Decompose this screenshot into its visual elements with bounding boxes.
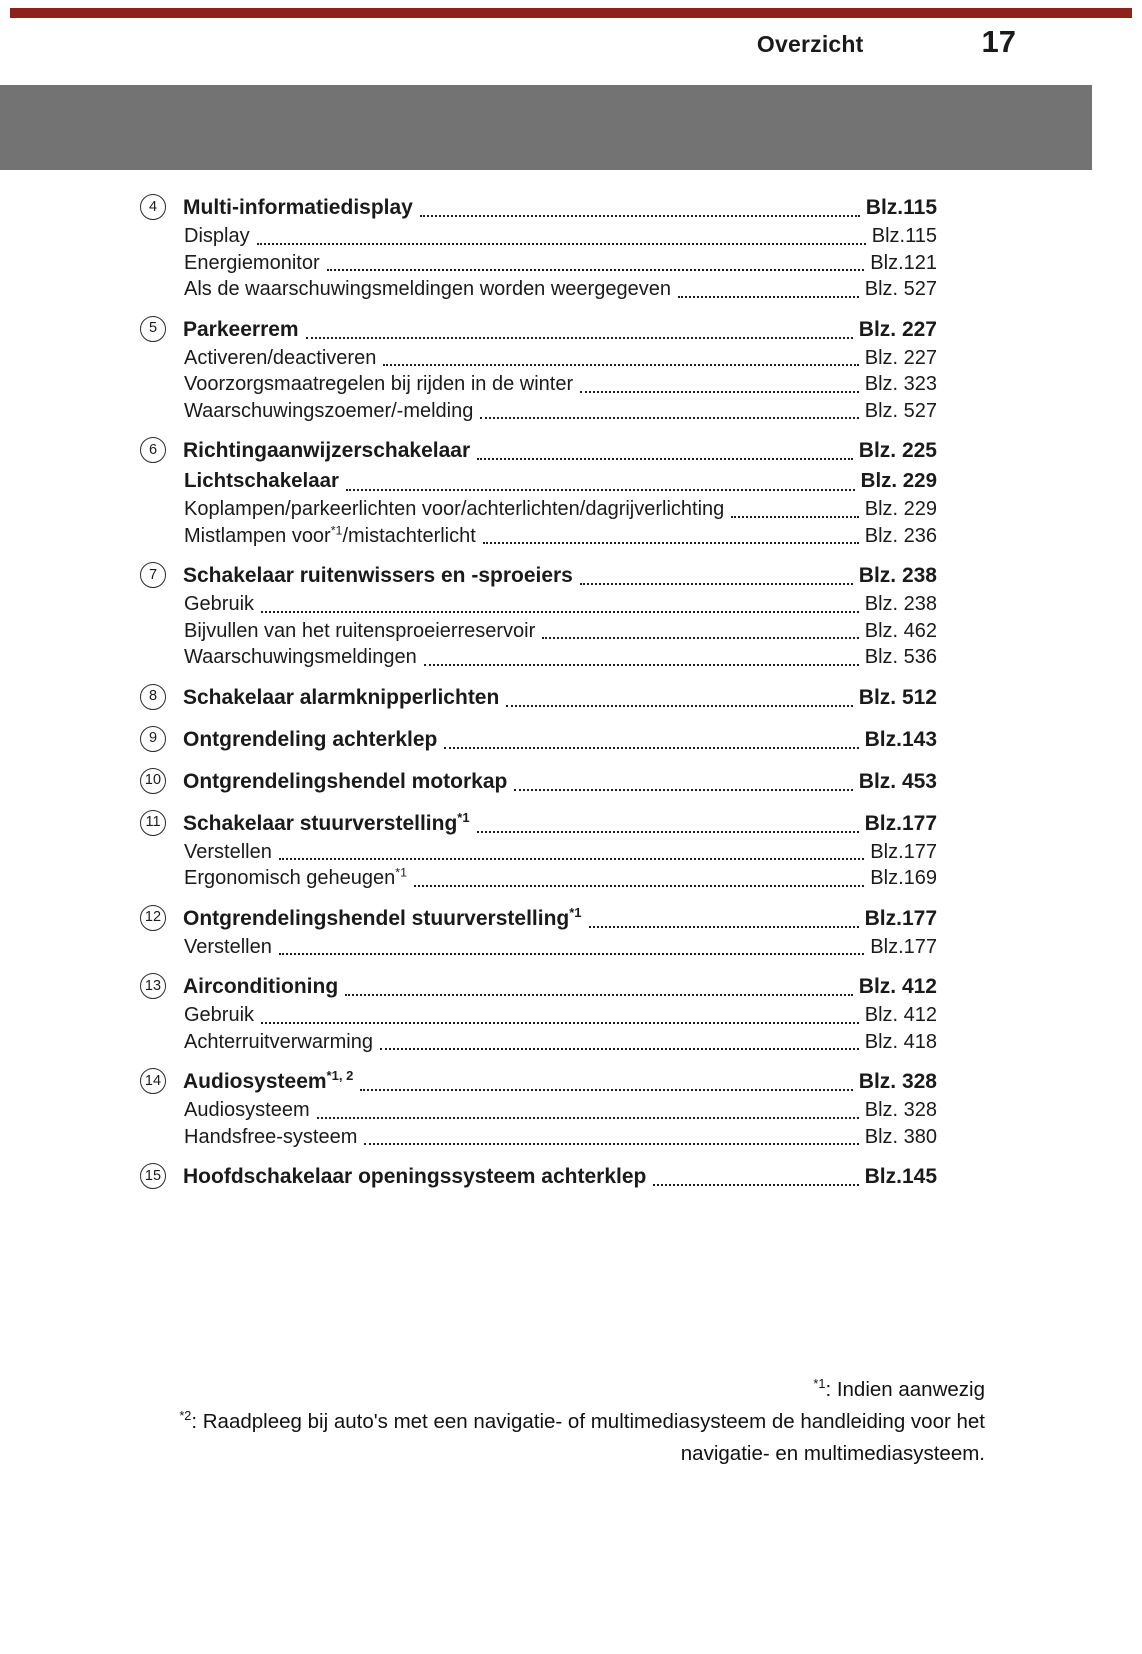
entry-label: Schakelaar ruitenwissers en -sproeiers — [183, 564, 573, 587]
toc-section — [140, 808, 937, 892]
entry-page-ref: Blz. 229 — [860, 469, 937, 492]
entry-label: Schakelaar stuurverstelling$^{*1}$ — [183, 809, 470, 835]
entry-page-ref: Blz.143 — [864, 727, 937, 751]
toc-section — [140, 560, 937, 671]
toc-entry — [140, 903, 937, 934]
dot-leader — [346, 489, 855, 491]
toc-subentry — [140, 496, 937, 523]
entry-label: Gebruik — [184, 593, 255, 615]
toc-section — [140, 1161, 937, 1192]
footnote-marker: *1 — [569, 904, 582, 920]
entry-page-ref: Blz. 527 — [864, 278, 937, 300]
entry-number-badge: 7 — [140, 562, 166, 588]
entry-label: Schakelaar alarmknipperlichten — [183, 685, 500, 709]
footnote-marker: *1 — [457, 809, 470, 825]
toc-subentry — [140, 1029, 937, 1056]
toc-entry — [140, 971, 937, 1002]
entry-label: Activeren/deactiveren — [184, 346, 377, 369]
footnote-marker: *1 — [395, 865, 407, 880]
entry-label: Energiemonitor — [184, 251, 320, 274]
entry-label: Verstellen — [184, 840, 272, 863]
toc-section — [140, 971, 937, 1055]
entry-number-badge: 13 — [140, 973, 166, 999]
entry-page-ref: Blz. 527 — [864, 399, 937, 422]
toc-subentry — [140, 398, 937, 425]
entry-label: Hoofdschakelaar openingssysteem achterklep — [183, 1165, 647, 1188]
entry-label: Display — [184, 225, 250, 247]
entry-label: Mistlampen voor$^{*1}$/mistachterlicht — [184, 522, 476, 547]
entry-page-ref: Blz. 227 — [864, 346, 937, 369]
entry-page-ref: Blz.177 — [870, 935, 937, 958]
entry-page-ref: Blz. 536 — [864, 646, 937, 668]
dot-leader — [424, 664, 859, 666]
footnote-marker: *2 — [179, 1408, 192, 1424]
toc-subentry — [140, 466, 937, 496]
entry-label: Waarschuwingsmeldingen — [184, 646, 417, 668]
entry-label: Richtingaanwijzerschakelaar — [183, 439, 471, 462]
toc-entry — [140, 560, 937, 591]
dot-leader — [345, 994, 853, 996]
entry-label: Achterruitverwarming — [184, 1030, 373, 1053]
entry-label: Bijvullen van het ruitensproeierreservoir — [184, 619, 536, 642]
toc-subentry — [140, 644, 937, 671]
toc-entry — [140, 1066, 937, 1097]
toc-section — [140, 682, 937, 713]
dot-leader — [364, 1143, 858, 1145]
entry-page-ref: Blz. 412 — [858, 975, 937, 998]
dot-leader — [261, 1022, 859, 1024]
dot-leader — [380, 1048, 859, 1050]
entry-label: Gebruik — [184, 1004, 255, 1026]
dot-leader — [514, 789, 852, 791]
entry-page-ref: Blz.177 — [870, 840, 937, 863]
toc-subentry — [140, 1124, 937, 1151]
dot-leader — [257, 243, 866, 245]
dot-leader — [580, 391, 859, 393]
dot-leader — [317, 1117, 859, 1119]
entry-number-badge: 14 — [140, 1068, 166, 1094]
entry-label: Handsfree-systeem — [184, 1125, 358, 1148]
entry-page-ref: Blz. 229 — [864, 498, 937, 520]
dot-leader — [360, 1089, 852, 1091]
toc-subentry — [140, 618, 937, 645]
toc-subentry — [140, 223, 937, 250]
toc-section — [140, 766, 937, 797]
entry-page-ref: Blz. 380 — [864, 1125, 937, 1148]
entry-page-ref: Blz.121 — [870, 251, 937, 274]
entry-label: Koplampen/parkeerlichten voor/achterlichten/dagrijverlichting — [184, 498, 725, 520]
toc-entry — [140, 1161, 937, 1192]
entry-page-ref: Blz. 328 — [858, 1070, 937, 1093]
dot-leader — [678, 296, 859, 298]
toc-entry — [140, 435, 937, 466]
entry-page-ref: Blz.115 — [865, 196, 937, 219]
dot-leader — [653, 1184, 858, 1186]
footnote-marker: *1 — [330, 522, 343, 537]
entry-page-ref: Blz.169 — [870, 867, 937, 889]
entry-number-badge: 12 — [140, 905, 166, 931]
toc-entry — [140, 766, 937, 797]
dot-leader — [327, 269, 865, 271]
dot-leader — [306, 337, 853, 339]
footnote-marker: *1 — [813, 1376, 826, 1392]
dot-leader — [383, 364, 858, 366]
entry-label: Als de waarschuwingsmeldingen worden weergegeven — [184, 278, 671, 300]
entry-page-ref: Blz. 453 — [858, 769, 937, 793]
section-title: Overzicht — [756, 31, 864, 57]
dot-leader — [420, 215, 860, 217]
entry-page-ref: Blz.177 — [864, 906, 937, 930]
entry-number-badge: 11 — [140, 810, 166, 836]
entry-page-ref: Blz. 328 — [864, 1099, 937, 1121]
entry-label: Audiosysteem$^{*1, 2}$ — [183, 1068, 354, 1093]
entry-page-ref: Blz. 225 — [858, 439, 937, 462]
toc-subentry — [140, 934, 937, 961]
entry-label: Parkeerrem — [183, 317, 299, 341]
toc-section — [140, 192, 937, 303]
toc-subentry — [140, 371, 937, 398]
dot-leader — [483, 542, 859, 544]
toc-subentry — [140, 523, 937, 550]
toc-section — [140, 724, 937, 755]
page-header — [757, 24, 1016, 60]
toc — [140, 192, 937, 1203]
toc-entry — [140, 314, 937, 345]
toc-entry — [140, 724, 937, 755]
toc-subentry — [140, 250, 937, 277]
dot-leader — [480, 417, 858, 419]
entry-page-ref: Blz. 236 — [864, 524, 937, 547]
entry-number-badge: 9 — [140, 726, 166, 752]
toc-entry — [140, 808, 937, 839]
dot-leader — [542, 637, 858, 639]
page-number: 17 — [981, 24, 1016, 59]
entry-number-badge: 4 — [140, 194, 166, 220]
dot-leader — [279, 858, 864, 860]
dot-leader — [444, 747, 858, 749]
entry-number-badge: 5 — [140, 316, 166, 342]
entry-label: Voorzorgsmaatregelen bij rijden in de winter — [184, 373, 574, 395]
footnote: $^{*1}$: Indien aanwezig — [813, 1376, 985, 1401]
dot-leader — [731, 516, 858, 518]
dot-leader — [414, 885, 864, 887]
footnote-marker: *1, 2 — [326, 1068, 354, 1083]
entry-number-badge: 15 — [140, 1163, 166, 1189]
entry-page-ref: Blz. 323 — [864, 373, 937, 395]
header-accent-bar — [10, 8, 1132, 18]
toc-subentry — [140, 1002, 937, 1029]
toc-subentry — [140, 839, 937, 866]
entry-page-ref: Blz. 238 — [858, 564, 937, 587]
toc-subentry — [140, 276, 937, 303]
entry-page-ref: Blz. 227 — [858, 317, 937, 341]
entry-label: Multi-informatiedisplay — [183, 196, 413, 219]
entry-label: Ontgrendelingshendel motorkap — [183, 769, 508, 793]
toc-subentry — [140, 865, 937, 892]
dot-leader — [580, 583, 853, 585]
entry-page-ref: Blz. 238 — [864, 593, 937, 615]
entry-page-ref: Blz. 418 — [864, 1030, 937, 1053]
entry-page-ref: Blz.177 — [864, 811, 937, 835]
entry-number-badge: 8 — [140, 684, 166, 710]
entry-page-ref: Blz. 412 — [864, 1004, 937, 1026]
dot-leader — [261, 611, 859, 613]
entry-number-badge: 6 — [140, 437, 166, 463]
toc-subentry — [140, 1097, 937, 1124]
dot-leader — [279, 953, 864, 955]
entry-number-badge: 10 — [140, 768, 166, 794]
toc-entry — [140, 682, 937, 713]
entry-label: Lichtschakelaar — [184, 469, 339, 492]
dot-leader — [477, 831, 859, 833]
entry-page-ref: Blz.115 — [871, 225, 937, 247]
dot-leader — [506, 705, 852, 707]
entry-label: Ontgrendelingshendel stuurverstelling$^{*1}$ — [183, 904, 582, 930]
toc-subentry — [140, 591, 937, 618]
toc-entry — [140, 192, 937, 223]
entry-label: Airconditioning — [183, 975, 339, 998]
dot-leader — [477, 458, 853, 460]
entry-page-ref: Blz.145 — [864, 1165, 937, 1188]
toc-section — [140, 435, 937, 549]
entry-label: Ergonomisch geheugen$^{*1}$ — [184, 865, 407, 889]
toc-subentry — [140, 345, 937, 372]
dot-leader — [589, 926, 859, 928]
entry-label: Waarschuwingszoemer/-melding — [184, 399, 474, 422]
footnotes — [105, 1374, 985, 1470]
entry-label: Verstellen — [184, 935, 272, 958]
toc-section — [140, 1066, 937, 1150]
toc-section — [140, 314, 937, 425]
toc-section — [140, 903, 937, 961]
entry-label: Audiosysteem — [184, 1099, 310, 1121]
entry-page-ref: Blz. 462 — [864, 619, 937, 642]
entry-label: Ontgrendeling achterklep — [183, 727, 438, 751]
footnote: $^{*2}$: Raadpleeg bij auto's met een navigatie- of multimediasysteem de handleiding voor het navigatie- en multimediasysteem. — [179, 1408, 985, 1465]
entry-page-ref: Blz. 512 — [858, 685, 937, 709]
illustration-banner — [0, 85, 1092, 170]
